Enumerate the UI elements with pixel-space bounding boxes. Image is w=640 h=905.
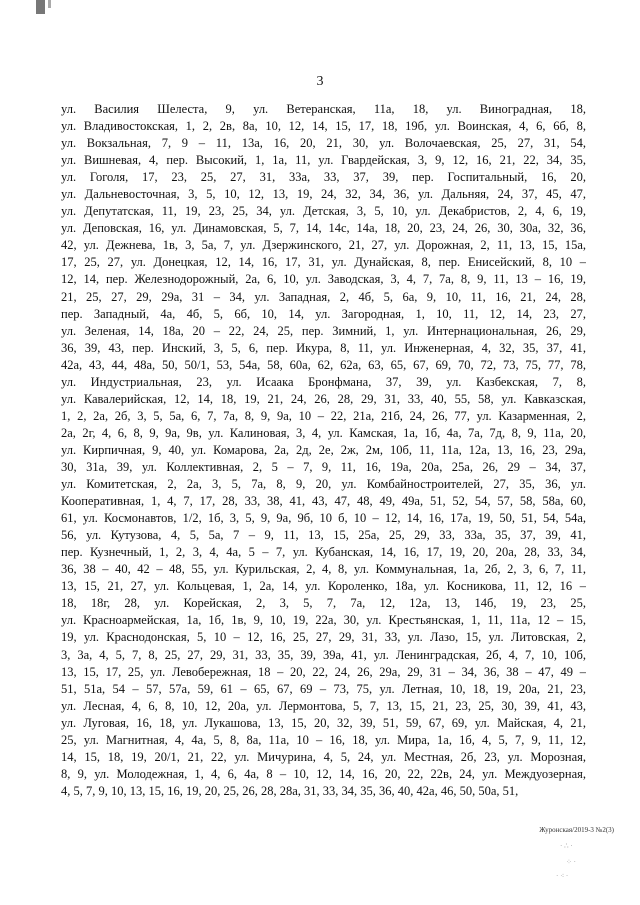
text-line: ул. Кавалерийская, 12, 14, 18, 19, 21, 24, 26, 28, 29, 31, 33, 40, 55, 58, ул. Кавказская, — [61, 391, 586, 406]
text-line: 51, 51а, 54 – 57, 57а, 59, 61 – 65, 67, 69 – 73, 75, ул. Летная, 10, 18, 19, 20а, 21, 23, — [61, 681, 586, 696]
text-line: 4, 5, 7, 9, 10, 13, 15, 16, 19, 20, 25, 26, 28, 28а, 31, 33, 34, 35, 36, 40, 42а, 46, 50, 50а, 51, — [61, 783, 519, 798]
text-line: ул. Индустриальная, 23, ул. Исаака Бронфмана, 37, 39, ул. Казбекская, 7, 8, — [61, 374, 586, 389]
text-line: 13, 15, 17, 25, ул. Левобережная, 18 – 20, 22, 24, 26, 29а, 29, 31 – 34, 36, 38 – 47, 49 – — [61, 664, 586, 679]
text-line: ул. Комитетская, 2, 2а, 3, 5, 7а, 8, 9, 20, ул. Комбайностроителей, 27, 35, 36, ул. — [61, 477, 586, 492]
scan-speckle: ⁘ · — [566, 858, 576, 866]
text-line: 42а, 43, 44, 48а, 50, 50/1, 53, 54а, 58, 60а, 62, 62а, 63, 65, 67, 69, 70, 72, 73, 75, 77, 78, — [61, 357, 586, 372]
scan-speckle: · ∴ · — [560, 842, 573, 850]
text-line: 61, ул. Космонавтов, 1/2, 1б, 3, 5, 9, 9а, 9б, 10 б, 10 – 12, 14, 16, 17а, 19, 50, 51, 54, 54а, — [61, 511, 586, 526]
text-line: ул. Кирпичная, 9, 40, ул. Комарова, 2а, 2д, 2е, 2ж, 2м, 10б, 11, 11а, 12а, 13, 16, 23, 29а, — [61, 442, 586, 457]
text-line: 8, 9, ул. Молодежная, 1, 4, 6, 4а, 8 – 10, 12, 14, 16, 20, 22, 22в, 24, ул. Междуозерная, — [61, 766, 586, 781]
text-line: ул. Вокзальная, 7, 9 – 11, 13а, 16, 20, 21, 30, ул. Волочаевская, 25, 27, 31, 54, — [61, 136, 586, 151]
text-line: Кооперативная, 1, 4, 7, 17, 28, 33, 38, 41, 43, 47, 48, 49, 49а, 51, 52, 54, 57, 58, 58а, 60, — [61, 494, 586, 509]
text-line: 25, ул. Магнитная, 4, 4а, 5, 8, 8а, 11а, 10 – 16, 18, ул. Мира, 1а, 1б, 4, 5, 7, 9, 11, 12, — [61, 732, 586, 747]
scan-speckle: · ⁖ · — [556, 872, 569, 880]
text-line: ул. Вишневая, 4, пер. Высокий, 1, 1а, 11, ул. Гвардейская, 3, 9, 12, 16, 21, 22, 34, 35, — [61, 153, 586, 168]
text-line: 2а, 2г, 4, 6, 8, 9, 9а, 9в, ул. Калиновая, 3, 4, ул. Камская, 1а, 1б, 4а, 7а, 7д, 8, 9, 11а, 20, — [61, 425, 586, 440]
document-footer-code: Журонская/2019-3 №2(3) — [539, 826, 614, 834]
text-line: 18, 18г, 28, ул. Корейская, 2, 3, 5, 7, 7а, 12, 12а, 13, 14б, 19, 23, 25, — [61, 596, 586, 611]
text-line: 21, 25, 27, 29, 29а, 31 – 34, ул. Западная, 2, 4б, 5, 6а, 9, 10, 11, 16, 21, 24, 28, — [61, 289, 586, 304]
text-line: ул. Луговая, 16, 18, ул. Лукашова, 13, 15, 20, 32, 39, 51, 59, 67, 69, ул. Майская, 4, 21, — [61, 715, 586, 730]
text-line: ул. Деповская, 16, ул. Динамовская, 5, 7, 14, 14с, 14а, 18, 20, 23, 24, 26, 30, 30а, 32, 36, — [61, 221, 586, 236]
text-line: 42, ул. Дежнева, 1в, 3, 5а, 7, ул. Дзержинского, 21, 27, ул. Дорожная, 2, 11, 13, 15, 15а, — [61, 238, 586, 253]
text-line: пер. Кузнечный, 1, 2, 3, 4, 4а, 5 – 7, ул. Кубанская, 14, 16, 17, 19, 20, 20а, 28, 33, 34, — [61, 545, 586, 560]
text-line: ул. Дальневосточная, 3, 5, 10, 12, 13, 19, 24, 32, 34, 36, ул. Дальняя, 24, 37, 45, 47, — [61, 187, 586, 202]
text-line: ул. Красноармейская, 1а, 1б, 1в, 9, 10, 19, 22а, 30, ул. Крестьянская, 1, 11, 11а, 12 – 15, — [61, 613, 586, 628]
text-line: 13, 15, 21, 27, ул. Кольцевая, 1, 2а, 14, ул. Короленко, 18а, ул. Косникова, 11, 12, 16 – — [61, 579, 586, 594]
text-line: ул. Василия Шелеста, 9, ул. Ветеранская, 11а, 18, ул. Виноградная, 18, — [61, 102, 586, 116]
text-line: 17, 25, 27, ул. Донецкая, 12, 14, 16, 17, 31, ул. Дунайская, 8, пер. Енисейский, 8, 10 – — [61, 255, 586, 270]
document-body — [61, 101, 586, 800]
text-line: 30, 31а, 39, ул. Коллективная, 2, 5 – 7, 9, 11, 16, 19а, 20а, 25а, 26, 29 – 34, 37, — [61, 459, 586, 474]
text-line: 56, ул. Кутузова, 4, 5, 5а, 7 – 9, 11, 13, 15, 25а, 25, 29, 33, 33а, 35, 37, 39, 41, — [61, 528, 586, 543]
scan-mark-top-left — [36, 0, 45, 14]
scan-mark-top-left-2 — [48, 0, 51, 8]
text-line: ул. Владивостокская, 1, 2, 2в, 8а, 10, 12, 14, 15, 17, 18, 19б, ул. Воинская, 4, 6, 6б, 8, — [61, 119, 586, 134]
text-line: ул. Гоголя, 17, 23, 25, 27, 31, 33а, 33, 37, 39, пер. Госпитальный, 16, 20, — [61, 170, 586, 185]
text-line: 3, 3а, 4, 5, 7, 8, 25, 27, 29, 31, 33, 35, 39, 39а, 41, ул. Ленинградская, 2б, 4, 7, 10, 10б, — [61, 647, 586, 662]
text-line: 36, 39, 43, пер. Инский, 3, 5, 6, пер. Икура, 8, 11, ул. Инженерная, 4, 32, 35, 37, 41, — [61, 340, 586, 355]
text-line: ул. Зеленая, 14, 18а, 20 – 22, 24, 25, пер. Зимний, 1, ул. Интернациональная, 26, 29, — [61, 323, 586, 338]
text-line: 19, ул. Краснодонская, 5, 10 – 12, 16, 25, 27, 29, 31, 33, ул. Лазо, 15, ул. Литовская, 2, — [61, 630, 586, 645]
text-line: 14, 15, 18, 19, 20/1, 21, 22, ул. Мичурина, 4, 5, 24, ул. Местная, 2б, 23, ул. Морозная, — [61, 749, 586, 764]
text-line: 12, 14, пер. Железнодорожный, 2а, 6, 10, ул. Заводская, 3, 4, 7, 7а, 8, 9, 11, 13 – 16, 19, — [61, 272, 586, 287]
text-line: ул. Депутатская, 11, 19, 23, 25, 34, ул. Детская, 3, 5, 10, ул. Декабристов, 2, 4, 6, 19, — [61, 204, 586, 219]
text-line: 36, 38 – 40, 42 – 48, 55, ул. Курильская, 2, 4, 8, ул. Коммунальная, 1а, 2б, 2, 3, 6, 7, 11, — [61, 562, 586, 577]
page-number: 3 — [316, 74, 324, 89]
text-line: ул. Лесная, 4, 6, 8, 10, 12, 20а, ул. Лермонтова, 5, 7, 13, 15, 21, 23, 25, 30, 39, 41, 43, — [61, 698, 586, 713]
text-line: пер. Западный, 4а, 4б, 5, 6б, 10, 14, ул. Загородная, 1, 10, 11, 12, 14, 23, 27, — [61, 306, 586, 321]
text-line: 1, 2, 2а, 2б, 3, 5, 5а, 6, 7, 7а, 8, 9, 9а, 10 – 22, 21а, 21б, 24, 26, 77, ул. Казарменная, 2, — [61, 408, 586, 423]
